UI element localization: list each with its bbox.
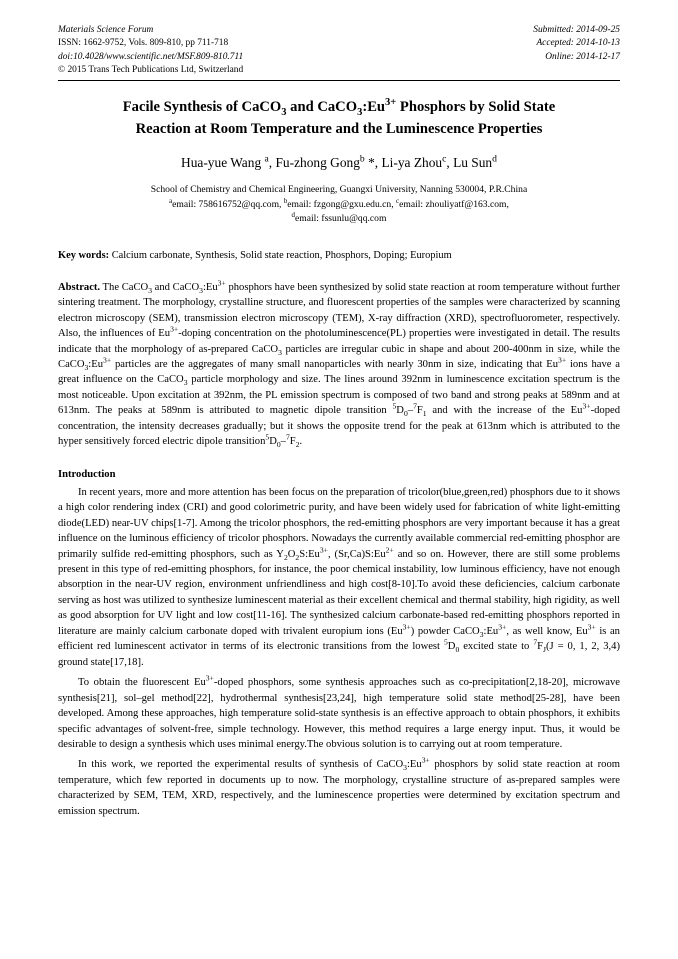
abs-sup: 7 [285,432,290,442]
abstract-block [58,280,620,450]
title-sub: 3 [281,107,287,119]
p2-seg: To obtain the fluorescent Eu [78,677,206,689]
abs-seg: particle morphology and size. The lines around 392nm in luminescence excitation spectrum is the most noticeable. Upon excitation at 392nm, the PL emission spectrum is composed of two band and strong peaks at 589nm and at 613nm. The peaks at 589nm is attributed to magnetic dipole transition [58,374,620,417]
abs-seg: phosphors have been synthesized by solid state reaction at room temperature without further sintering treatment. The morphology, crystalline structure, and fluorescent properties of the samples were characterized by scanning electron microscopy (SEM), transmission electron microscopy (TEM), X-ray diffraction (XRD), spectrofluorometer, respectively. Also, the influences of Eu [58,281,620,340]
email-mark-a: a [169,197,173,205]
abs-sub: 3 [278,347,282,357]
email-a: email: 758616752@qq.com, [172,198,284,210]
masthead-right [533,24,620,64]
email-d: email: fssunlu@qq.com [295,213,387,225]
p1-sup: 5 [443,637,448,647]
p1-sup: 3+ [402,622,411,632]
author-name: , Lu Sun [446,155,493,171]
abs-sup: 5 [265,432,270,442]
p1-sup: 3+ [319,545,328,554]
abs-seg: D [269,436,277,448]
p1-seg: :Eu [483,625,499,637]
author-affil-mark: a [264,153,269,165]
title-seg: Phosphors by Solid State [396,99,556,116]
p1-seg: and so on. However, there are still some problems present in this type of red-emitting phosphors, for instance, the poor chemical instability, low luminous efficiency, have not enough absorption in the near-UV region, environment unfriendliness and high cost[8-10].To avoid these deficiencies, calcium carbonate serving as host was utilized to synthesize luminescent material as their excellent chemical and thermal stability, high rigidity, as well as good absorption for UV light and low cost[11-16]. The synthesized calcium carbonate-based red-emitting phosphors reported in literature are mainly calcium carbonate doped with trivalent europium ions (Eu [58,548,620,637]
copyright-line: © 2015 Trans Tech Publications Ltd, Switzerland [58,65,244,76]
p1-seg: , as well know, Eu [506,625,588,637]
author-affil-mark: b [359,153,365,165]
author-list [58,154,620,173]
abs-sup: 3+ [170,324,179,334]
p1-sup: 3+ [498,622,507,632]
abs-sub: 1 [422,409,427,419]
issn-line: ISSN: 1662-9752, Vols. 809-810, pp 711-718 [58,38,229,49]
p1-seg: F [537,641,544,653]
title-line2: Reaction at Room Temperature and the Luminescence Properties [135,121,543,138]
p1-seg: In recent years, more and more attention has been focus on the preparation of tricolor(blue,green,red) phosphors due to it shows a high color rendering index (CRI) and good colorimetric purity, and have been widely used for fabrication of white light-emitting diode(LED) near-UV chips[1-7]. Among the tricolor phosphors, the red-emitting phosphors are very important because it has a great influence on the luminous efficiency of tricolor phosphors. Nowadays the currently available commercial red-emitting phosphor are primarily sulfide red-emitting phosphors, such as Y [58,486,620,560]
author-name: , Fu-zhong Gong [268,155,360,171]
journal-name: Materials Science Forum [58,25,154,35]
email-mark-c: c [396,197,400,205]
intro-paragraph-1 [58,485,620,670]
header-divider [58,80,620,81]
masthead [58,24,620,77]
abs-seg: – [407,405,414,417]
abs-seg: – [280,436,286,448]
abs-seg: The CaCO [100,281,149,293]
email-b: email: fzgong@gxu.edu.cn, [287,198,397,210]
p1-sub: 2 [295,552,300,562]
online-date: Online: 2014-12-17 [545,51,620,62]
abs-seg: and CaCO [152,281,200,293]
p1-seg: D [447,641,456,653]
abs-seg: F [289,436,296,448]
author-affil-mark: c [442,153,447,165]
title-seg: Facile Synthesis of CaCO [122,99,282,116]
abs-seg: particles are irregular cubic in shape and about 200-400nm in size, while the CaCO [58,343,620,370]
abs-seg: D [396,405,404,417]
email-line-1 [58,198,620,213]
abs-sub: 3 [183,378,188,388]
abs-seg: :Eu [202,281,218,293]
abs-sup: 7 [413,401,417,411]
abs-seg: and with the increase of the Eu [426,405,583,417]
abs-sup: 3+ [103,355,112,365]
title-sub: 3 [357,107,363,119]
abs-sub: 0 [403,409,408,419]
abs-seg: -doped concentration, the intensity decreases gradually; but it shows the opposite trend for the peak at 613nm which is attributed to the hyper sensitively forced electric dipole transition [58,405,620,448]
title-sup: 3+ [385,97,397,109]
abs-seg: . [299,436,303,448]
abs-sub: 2 [295,440,300,450]
p1-seg: is an efficient red luminescent activator in terms of its electronic transitions from the lowest [58,625,620,653]
affiliation-block [58,183,620,227]
affiliation-line: School of Chemistry and Chemical Engineering, Guangxi University, Nanning 530004, P.R.China [150,183,528,195]
masthead-left [58,24,243,77]
title-seg: :Eu [362,99,386,116]
author-name: Hua-yue Wang [181,155,265,171]
p2-sup: 3+ [205,673,214,683]
section-heading-introduction: Introduction [58,468,116,480]
intro-paragraph-2 [58,675,620,752]
abs-sup: 3+ [217,278,226,288]
abstract-label: Abstract. [58,281,101,293]
abs-sub: 3 [84,363,89,373]
title-seg: and CaCO [286,99,358,116]
abs-seg: F [416,405,423,417]
p1-sup: 3+ [587,622,596,632]
p1-sub: 0 [455,645,460,655]
p3-seg: In this work, we reported the experimental results of synthesis of CaCO [78,759,404,771]
email-line-2 [58,212,620,227]
p3-sup: 3+ [421,755,430,765]
p1-sub: J [543,645,546,655]
p1-sub: 2 [283,552,288,562]
p1-seg: ) powder CaCO [410,625,480,637]
p1-seg: O [287,548,296,560]
p1-sup: 7 [533,637,538,647]
email-mark-d: d [291,211,295,219]
page-title [84,97,594,141]
p3-seg: :Eu [406,759,422,771]
keywords-label: Key words: [58,249,110,261]
p1-sub: 3 [479,629,484,639]
p1-sup: 2+ [385,545,394,554]
intro-paragraph-3 [58,757,620,819]
email-mark-b: b [283,197,288,205]
abs-seg: -doping concentration on the photoluminescence(PL) properties were investigated in detail. The results indicate that the morphology of as-prepared CaCO [58,328,620,355]
p1-seg: excited state to [459,641,534,653]
author-name: *, Li-ya Zhou [364,155,443,171]
p1-seg: , (Sr,Ca)S:Eu [327,548,386,560]
keywords-block [58,248,620,263]
p1-seg: S:Eu [299,548,320,560]
abs-sub: 0 [276,440,281,450]
p3-sub: 3 [403,763,407,773]
submitted-date: Submitted: 2014-09-25 [533,25,620,35]
abs-sub: 3 [199,285,203,295]
doi-line: doi:10.4028/www.scientific.net/MSF.809-810.711 [58,51,244,62]
abs-sub: 3 [148,285,152,295]
abs-seg: particles are the aggregates of many small nanoparticles with nearly 30nm in size, indicating that Eu [111,359,559,370]
abs-sup: 5 [392,401,397,411]
p2-seg: -doped phosphors, some synthesis approaches such as co-precipitation[2,18-20], microwave synthesis[21], sol–gel method[22], hydrothermal synthesis[23,24], high temperature solid state method[25-28], have been developed. Among these approaches, high temperature solid-state synthesis is an effective approach to obtain phosphors, it exhibits specific advantages of solvent-free, simple technology. However, this method requires a large energy input. Thus, it would be desirable to design a synthesis which uses minimal energy.The obvious solution is to carrying out at room temperature. [58,677,621,750]
accepted-date: Accepted: 2014-10-13 [536,38,620,49]
p1-seg: (J = 0, 1, 2, 3,4) ground state[17,18]. [58,641,620,668]
keywords-text: Calcium carbonate, Synthesis, Solid state reaction, Phosphors, Doping; Europium [109,249,452,261]
abs-seg: :Eu [88,359,104,370]
abs-sup: 3+ [582,401,591,411]
author-affil-mark: d [492,153,497,165]
abs-seg: ions have a great influence on the CaCO [58,359,620,386]
email-c: email: zhouliyatf@163.com, [399,198,509,210]
p3-seg: phosphors by solid state reaction at room temperature, which few reported in documents up to now. The morphology, crystalline structure of as-prepared samples were characterized by SEM, TEM, XRD, respectively, and the luminescence properties were determined by excitation spectrum and emission spectrum. [58,759,620,817]
abs-sup: 3+ [558,355,567,365]
